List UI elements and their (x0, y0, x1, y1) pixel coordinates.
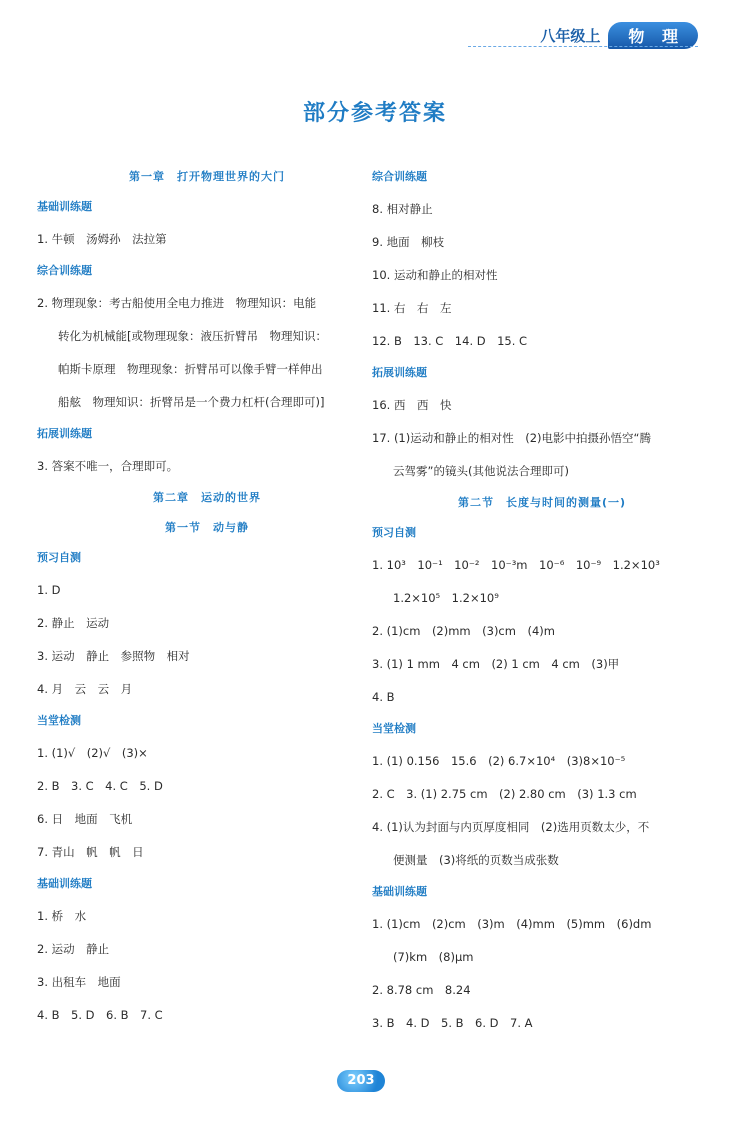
answer-line: 帕斯卡原理 物理现象：折臂吊可以像手臂一样伸出 (58, 362, 323, 376)
section-heading: 基础训练题 (372, 885, 427, 898)
grade-label: 八年级上 (540, 27, 601, 45)
answer-line: 4. (1)认为封面与内页厚度相同 (2)选用页数太少，不 (372, 820, 650, 834)
answer-line: 12. B 13. C 14. D 15. C (372, 334, 528, 348)
answer-line: 云驾雾”的镜头(其他说法合理即可) (393, 464, 569, 478)
answer-line: 11. 右 右 左 (372, 301, 452, 315)
answer-line: 10. 运动和静止的相对性 (372, 268, 498, 282)
answer-line: 3. (1) 1 mm 4 cm (2) 1 cm 4 cm (3)甲 (372, 657, 620, 671)
section-heading: 综合训练题 (372, 170, 427, 183)
answer-line: 4. B 5. D 6. B 7. C (37, 1008, 163, 1022)
chapter-heading: 第二章 运动的世界 (153, 491, 261, 504)
answer-line: 3. 运动 静止 参照物 相对 (37, 649, 190, 663)
answer-line: 便测量 (3)将纸的页数当成张数 (393, 853, 559, 867)
answer-line: 4. 月 云 云 月 (37, 682, 133, 696)
page-header (540, 22, 698, 49)
header-divider (468, 46, 698, 47)
answer-line: 2. 静止 运动 (37, 616, 110, 630)
answer-line: 1. (1) 0.156 15.6 (2) 6.7×10⁴ (3)8×10⁻⁵ (372, 754, 626, 768)
left-column (37, 170, 377, 1040)
answer-line: 1.2×10⁵ 1.2×10⁹ (393, 591, 499, 605)
section-heading: 预习自测 (372, 526, 416, 539)
answer-line: 1. D (37, 583, 61, 597)
answer-line: 17. (1)运动和静止的相对性 (2)电影中拍摄孙悟空“腾 (372, 431, 651, 445)
answer-line: 1. 桥 水 (37, 909, 87, 923)
answer-line: 8. 相对静止 (372, 202, 433, 216)
answer-line: 1. (1)√ (2)√ (3)× (37, 746, 148, 760)
section-heading: 综合训练题 (37, 264, 92, 277)
page-title: 部分参考答案 (302, 100, 447, 126)
chapter-heading: 第一章 打开物理世界的大门 (129, 170, 285, 183)
chapter-heading: 第一节 动与静 (165, 521, 249, 534)
section-heading: 拓展训练题 (37, 427, 92, 440)
page-number: 203 (337, 1070, 385, 1092)
answer-line: 2. 物理现象：考古船使用全电力推进 物理知识：电能 (37, 296, 317, 310)
answer-line: 7. 青山 帆 帆 日 (37, 845, 144, 859)
answer-line: 2. 运动 静止 (37, 942, 110, 956)
section-heading: 拓展训练题 (372, 366, 427, 379)
section-heading: 当堂检测 (372, 722, 416, 735)
chapter-heading: 第二节 长度与时间的测量(一) (457, 496, 627, 509)
right-column (372, 170, 712, 1048)
answer-line: 2. (1)cm (2)mm (3)cm (4)m (372, 624, 555, 638)
answer-line: 1. (1)cm (2)cm (3)m (4)mm (5)mm (6)dm (372, 917, 652, 931)
section-heading: 当堂检测 (37, 714, 81, 727)
answer-line: 3. 出租车 地面 (37, 975, 121, 989)
answer-line: 16. 西 西 快 (372, 398, 452, 412)
section-heading: 基础训练题 (37, 877, 92, 890)
subject-badge: 物 理 (608, 22, 698, 49)
answer-line: 1. 牛顿 汤姆孙 法拉第 (37, 232, 167, 246)
answer-line: (7)km (8)μm (393, 950, 474, 964)
answer-line: 3. B 4. D 5. B 6. D 7. A (372, 1016, 533, 1030)
answer-line: 6. 日 地面 飞机 (37, 812, 133, 826)
answer-line: 船舷 物理知识：折臂吊是一个费力杠杆(合理即可)] (58, 395, 325, 409)
section-heading: 基础训练题 (37, 200, 92, 213)
section-heading: 预习自测 (37, 551, 81, 564)
answer-line: 2. C 3. (1) 2.75 cm (2) 2.80 cm (3) 1.3 cm (372, 787, 637, 801)
answer-line: 2. B 3. C 4. C 5. D (37, 779, 163, 793)
answer-line: 2. 8.78 cm 8.24 (372, 983, 471, 997)
answer-line: 转化为机械能[或物理现象：液压折臂吊 物理知识： (58, 329, 327, 343)
answer-line: 4. B (372, 690, 395, 704)
answer-line: 3. 答案不唯一，合理即可。 (37, 459, 179, 473)
answer-line: 9. 地面 柳枝 (372, 235, 445, 249)
answer-line: 1. 10³ 10⁻¹ 10⁻² 10⁻³m 10⁻⁶ 10⁻⁹ 1.2×10³ (372, 558, 660, 572)
